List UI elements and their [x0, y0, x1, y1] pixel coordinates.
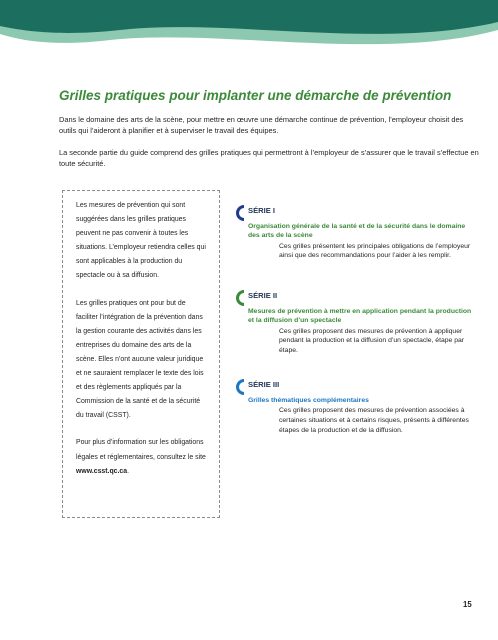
sidebar-paragraph-1: Les mesures de prévention qui sont suggérées dans les grilles pratiques peuvent ne pas convenir à toutes les situations. L’employeur retiendra celles qui sont applicables à la production du spectacle ou à sa diffusion.	[76, 202, 206, 280]
series-3-label: SÉRIE III	[248, 380, 280, 389]
series-1-label: SÉRIE I	[248, 206, 276, 215]
series-1-subtitle: Organisation générale de la santé et de la sécurité dans le domaine des arts de la scène	[248, 223, 466, 240]
sidebar-paragraph-2: Les grilles pratiques ont pour but de faciliter l’intégration de la prévention dans la gestion courante des activités dans les entreprises du domaine des arts de la scène. Elles n’ont aucune valeur juridique et ne sauraient remplacer le texte des lois et des règlements appliqués par la Commission de la santé et de la sécurité du travail (CSST).	[76, 299, 204, 420]
intro-paragraph-2: La seconde partie du guide comprend des grilles pratiques qui permettront à l’employeur de s’assurer que le travail s’effectue en toute sécurité.	[59, 148, 479, 168]
page-title: Grilles pratiques pour implanter une démarche de prévention	[59, 88, 452, 103]
csst-link[interactable]: www.csst.qc.ca	[76, 467, 128, 475]
page-number: 15	[463, 600, 472, 609]
intro-paragraph-1: Dans le domaine des arts de la scène, pour mettre en œuvre une démarche continue de prévention, l’employeur choisit des outils qui l’aideront à planifier et à superviser le travail des équipes.	[59, 115, 464, 135]
series-2-block	[232, 289, 472, 356]
header-wave-banner	[0, 0, 498, 62]
sidebar-p3-text: Pour plus d’information sur les obligations légales et réglementaires, consultez le site	[76, 439, 206, 461]
info-sidebar	[62, 190, 220, 518]
series-2-arc-icon	[232, 289, 246, 307]
series-2-label: SÉRIE II	[248, 291, 278, 300]
series-3-description: Ces grilles proposent des mesures de prévention associées à certaines situations et à certains risques, présents à différentes étapes de la production et de la diffusion.	[279, 407, 469, 434]
series-3-subtitle: Grilles thématiques complémentaires	[248, 397, 369, 404]
series-3-block	[232, 378, 472, 435]
sidebar-paragraph-3	[76, 436, 209, 478]
sidebar-p3-suffix: .	[127, 467, 129, 475]
series-1-block	[232, 204, 472, 261]
series-3-arc-icon	[232, 378, 246, 396]
series-1-description: Ces grilles présentent les principales obligations de l’employeur ainsi que des recommandations pour l’aider à les remplir.	[279, 242, 471, 260]
series-2-description: Ces grilles proposent des mesures de prévention à appliquer pendant la production et la diffusion d’un spectacle, étape par étape.	[279, 327, 465, 354]
series-2-subtitle: Mesures de prévention à mettre en application pendant la production et la diffusion d’un spectacle	[248, 308, 472, 325]
series-1-arc-icon	[232, 204, 246, 222]
